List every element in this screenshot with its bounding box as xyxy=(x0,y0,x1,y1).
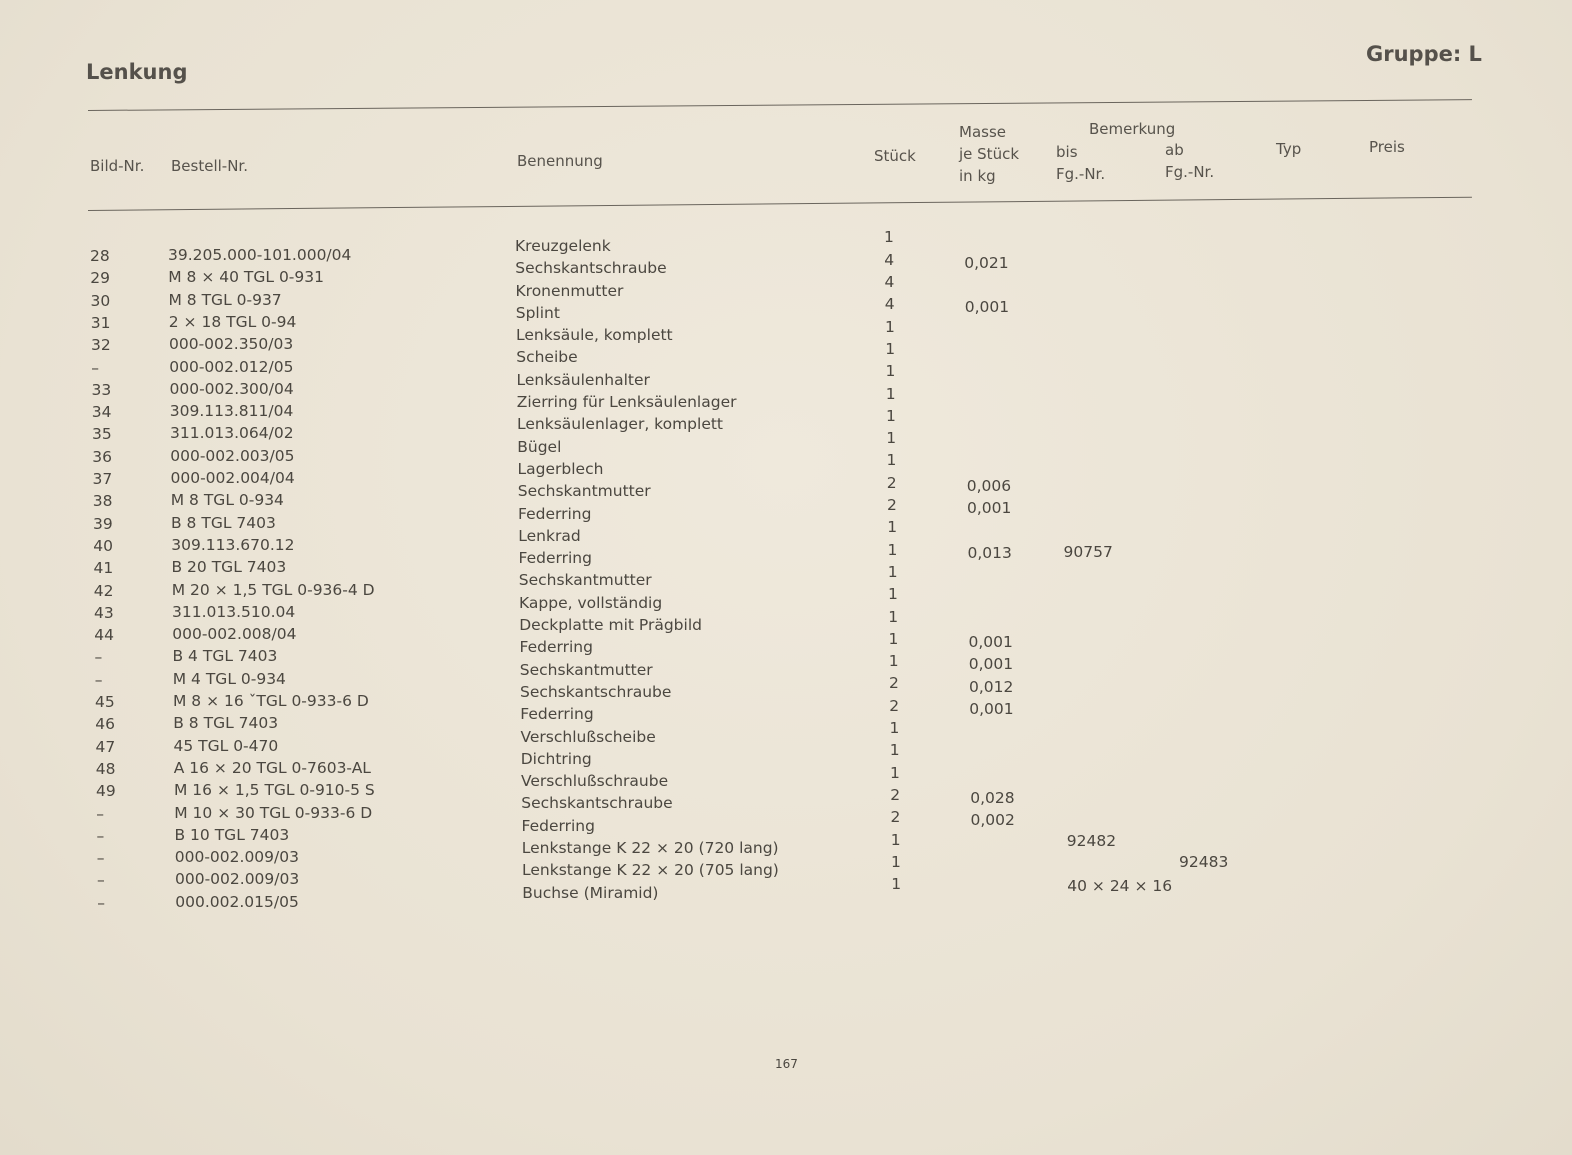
row-bild-nr: 48 xyxy=(95,759,116,778)
col-header-typ: Typ xyxy=(1276,140,1302,158)
row-benennung: Scheibe xyxy=(516,348,578,367)
row-bestell-nr: M 10 × 30 TGL 0-933-6 D xyxy=(174,803,373,822)
row-stueck: 1 xyxy=(885,317,895,336)
row-bild-nr: 32 xyxy=(91,336,111,355)
row-benennung: Splint xyxy=(515,303,560,322)
row-benennung: Dichtring xyxy=(520,749,592,768)
row-stueck: 1 xyxy=(888,607,899,626)
row-stueck: 2 xyxy=(886,473,897,492)
row-stueck: 1 xyxy=(888,652,899,671)
row-stueck: 1 xyxy=(891,852,901,871)
row-benennung: Lenkrad xyxy=(518,526,581,545)
row-masse: 0,021 xyxy=(964,253,1009,272)
row-stueck: 2 xyxy=(889,696,900,715)
row-bestell-nr: M 4 TGL 0-934 xyxy=(172,669,286,688)
row-bestell-nr: 000-002.350/03 xyxy=(169,335,294,354)
row-bestell-nr: 45 TGL 0-470 xyxy=(173,736,279,755)
page-number: 167 xyxy=(775,1057,798,1071)
row-stueck: 4 xyxy=(884,295,895,314)
row-benennung: Buchse (Miramid) xyxy=(522,883,659,902)
row-masse: 0,002 xyxy=(970,811,1015,830)
row-benennung: Verschlußschraube xyxy=(521,772,669,791)
row-bild-nr: – xyxy=(97,893,105,912)
row-bestell-nr: B 8 TGL 7403 xyxy=(171,513,276,532)
row-bild-nr: 42 xyxy=(93,581,114,600)
row-bild-nr: 44 xyxy=(94,626,114,645)
row-stueck: 1 xyxy=(891,875,902,894)
row-benennung: Sechskantschraube xyxy=(520,682,672,701)
col-header-bestell-nr: Bestell-Nr. xyxy=(171,157,248,175)
row-stueck: 1 xyxy=(890,830,901,849)
row-bild-nr: – xyxy=(91,358,99,377)
row-ab-fg-nr: 92483 xyxy=(1179,853,1229,872)
row-stueck: 1 xyxy=(888,585,898,604)
row-stueck: 1 xyxy=(885,339,896,358)
row-stueck: 1 xyxy=(888,629,899,648)
col-header-masse: Masse je Stück in kg xyxy=(959,123,1020,185)
row-bild-nr: 36 xyxy=(92,447,112,466)
col-header-bis: bis Fg.-Nr. xyxy=(1056,143,1106,183)
row-bild-nr: 46 xyxy=(95,715,115,734)
row-bild-nr: – xyxy=(94,670,103,689)
row-masse: 0,001 xyxy=(969,699,1014,718)
row-benennung: Lenksäule, komplett xyxy=(516,326,673,345)
row-stueck: 1 xyxy=(887,518,898,537)
row-bestell-nr: 000-002.009/03 xyxy=(175,870,300,889)
row-bestell-nr: 309.113.670.12 xyxy=(171,535,295,554)
row-stueck: 2 xyxy=(890,785,901,804)
row-bild-nr: – xyxy=(94,648,103,667)
row-stueck: 1 xyxy=(886,429,897,448)
col-header-stueck: Stück xyxy=(874,147,916,165)
row-stueck: 1 xyxy=(887,562,898,581)
row-bild-nr: 29 xyxy=(90,269,110,288)
row-benennung: Lenkstange K 22 × 20 (705 lang) xyxy=(522,861,779,880)
row-benennung: Kronenmutter xyxy=(515,281,624,300)
row-bestell-nr: M 16 × 1,5 TGL 0-910-5 S xyxy=(174,781,375,800)
row-bild-nr: 28 xyxy=(90,247,110,265)
row-benennung: Federring xyxy=(518,504,592,523)
row-bestell-nr: 000-002.003/05 xyxy=(170,446,295,465)
row-benennung: Lagerblech xyxy=(517,459,604,478)
row-bestell-nr: B 4 TGL 7403 xyxy=(172,647,278,666)
row-benennung: Sechskantschraube xyxy=(515,259,667,278)
row-benennung: Verschlußscheibe xyxy=(520,727,656,746)
row-benennung: Sechskantmutter xyxy=(517,482,651,501)
col-header-preis: Preis xyxy=(1369,138,1405,156)
col-header-bild-nr: Bild-Nr. xyxy=(90,157,145,175)
row-benennung: Bügel xyxy=(517,437,562,456)
row-benennung: Sechskantschraube xyxy=(521,794,673,813)
row-bestell-nr: 2 × 18 TGL 0-94 xyxy=(168,312,297,331)
row-bild-nr: 37 xyxy=(92,470,113,488)
row-benennung: Federring xyxy=(518,549,592,568)
row-stueck: 4 xyxy=(884,250,895,269)
row-stueck: 1 xyxy=(890,763,900,782)
row-stueck: 1 xyxy=(889,719,900,738)
col-header-ab: ab Fg.-Nr. xyxy=(1165,141,1215,181)
row-bild-nr: – xyxy=(96,849,105,868)
row-bild-nr: 40 xyxy=(93,536,113,555)
row-stueck: 1 xyxy=(887,540,898,559)
row-bis-fg-nr: 40 × 24 × 16 xyxy=(1067,877,1173,896)
row-bild-nr: – xyxy=(96,826,105,845)
row-bestell-nr: B 10 TGL 7403 xyxy=(174,825,290,844)
row-stueck: 2 xyxy=(890,808,901,827)
row-bild-nr: 30 xyxy=(90,291,111,310)
row-bestell-nr: 000-002.004/04 xyxy=(170,469,295,488)
row-masse: 0,028 xyxy=(970,789,1015,807)
row-masse: 0,012 xyxy=(969,677,1014,696)
row-masse: 0,001 xyxy=(968,655,1014,674)
row-stueck: 1 xyxy=(884,228,894,247)
row-masse: 0,001 xyxy=(968,632,1013,651)
row-benennung: Lenksäulenlager, komplett xyxy=(517,415,724,434)
row-bild-nr: 31 xyxy=(90,313,111,332)
row-bild-nr: 43 xyxy=(94,603,114,622)
row-masse: 0,001 xyxy=(967,499,1012,518)
row-bestell-nr: M 8 × 16 ˇTGL 0-933-6 D xyxy=(173,692,369,711)
col-header-benennung: Benennung xyxy=(517,152,603,170)
row-stueck: 4 xyxy=(884,273,895,292)
row-masse: 0,001 xyxy=(964,298,1010,317)
row-bestell-nr: 000-002.300/04 xyxy=(169,379,294,398)
row-bestell-nr: M 20 × 1,5 TGL 0-936-4 D xyxy=(171,580,375,599)
row-stueck: 1 xyxy=(885,384,896,403)
row-bestell-nr: 000-002.008/04 xyxy=(172,625,297,644)
row-bestell-nr: 311.013.510.04 xyxy=(172,602,296,621)
row-bestell-nr: 309.113.811/04 xyxy=(169,402,294,421)
row-stueck: 1 xyxy=(889,741,900,760)
row-bestell-nr: 39.205.000-101.000/04 xyxy=(168,246,352,265)
row-bild-nr: 38 xyxy=(92,492,113,511)
row-benennung: Federring xyxy=(519,638,593,657)
row-bestell-nr: 000-002.012/05 xyxy=(169,357,294,376)
row-benennung: Federring xyxy=(521,816,595,835)
row-bild-nr: 49 xyxy=(96,782,116,801)
row-bild-nr: – xyxy=(96,804,104,823)
row-stueck: 2 xyxy=(887,496,897,515)
col-header-bemerkung: Bemerkung xyxy=(1089,120,1176,138)
row-bestell-nr: 000.002.015/05 xyxy=(175,892,299,911)
row-bestell-nr: 000-002.009/03 xyxy=(174,848,299,867)
row-benennung: Kappe, vollständig xyxy=(519,593,663,612)
row-benennung: Lenkstange K 22 × 20 (720 lang) xyxy=(521,839,779,857)
row-bild-nr: 35 xyxy=(92,425,112,444)
row-bestell-nr: B 8 TGL 7403 xyxy=(173,714,279,733)
row-stueck: 1 xyxy=(886,406,896,425)
row-bestell-nr: M 8 × 40 TGL 0-931 xyxy=(168,268,324,287)
group-label: Gruppe: L xyxy=(1366,42,1482,66)
row-bestell-nr: 311.013.064/02 xyxy=(170,424,294,443)
row-bestell-nr: M 8 TGL 0-937 xyxy=(168,290,282,309)
row-benennung: Deckplatte mit Prägbild xyxy=(519,616,702,634)
row-stueck: 1 xyxy=(885,362,896,381)
row-masse: 0,013 xyxy=(967,543,1012,562)
row-bestell-nr: A 16 × 20 TGL 0-7603-AL xyxy=(173,758,371,777)
page-title: Lenkung xyxy=(86,60,188,84)
row-bild-nr: 47 xyxy=(95,737,116,756)
row-stueck: 1 xyxy=(886,451,897,470)
row-bis-fg-nr: 90757 xyxy=(1063,542,1113,561)
row-bild-nr: 34 xyxy=(91,403,112,422)
row-stueck: 2 xyxy=(889,674,899,693)
row-benennung: Kreuzgelenk xyxy=(515,236,611,255)
row-bild-nr: 33 xyxy=(91,380,112,399)
row-benennung: Zierring für Lenksäulenlager xyxy=(516,393,737,411)
row-bild-nr: 41 xyxy=(93,559,114,578)
row-masse: 0,006 xyxy=(966,476,1012,495)
row-benennung: Federring xyxy=(520,705,594,724)
row-benennung: Lenksäulenhalter xyxy=(516,370,650,389)
row-bild-nr: – xyxy=(97,871,105,890)
row-bis-fg-nr: 92482 xyxy=(1066,832,1117,851)
row-benennung: Sechskantmutter xyxy=(518,571,652,590)
row-bestell-nr: M 8 TGL 0-934 xyxy=(170,491,284,510)
row-bild-nr: 45 xyxy=(95,693,115,711)
row-benennung: Sechskantmutter xyxy=(519,660,653,679)
row-bild-nr: 39 xyxy=(93,514,113,533)
row-bestell-nr: B 20 TGL 7403 xyxy=(171,558,287,577)
